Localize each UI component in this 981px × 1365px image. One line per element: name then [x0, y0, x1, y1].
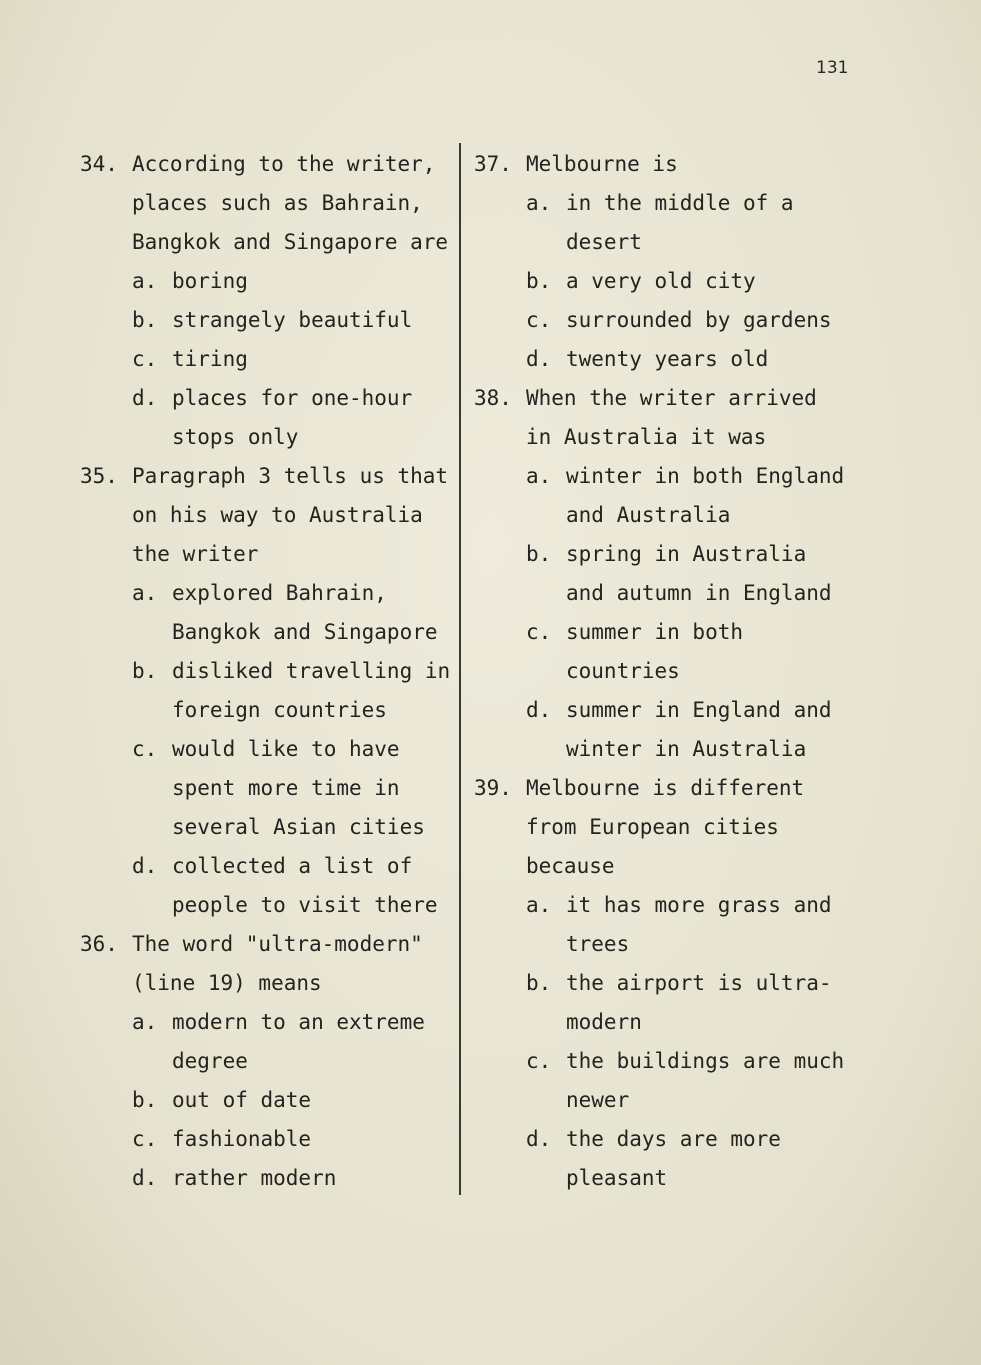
- option-letter: a.: [526, 191, 552, 215]
- option-text-continued: people to visit there: [172, 893, 438, 917]
- answer-option: [80, 730, 450, 769]
- option-letter: c.: [526, 620, 552, 644]
- page-number: 131: [816, 58, 849, 78]
- option-text: a very old city: [566, 269, 756, 293]
- answer-option: [474, 457, 844, 496]
- option-text: summer in England and: [566, 698, 832, 722]
- question-35: [80, 457, 450, 925]
- question-stem-line: Melbourne is different: [526, 776, 805, 800]
- option-text-continued: stops only: [172, 425, 299, 449]
- option-text: modern to an extreme: [172, 1010, 425, 1034]
- option-text-continued: desert: [566, 230, 642, 254]
- question-stem-line: because: [526, 854, 615, 878]
- question-36: [80, 925, 450, 1198]
- option-text: summer in both: [566, 620, 744, 644]
- option-text: strangely beautiful: [172, 308, 413, 332]
- question-stem-line: in Australia it was: [526, 425, 767, 449]
- question-number: 38.: [474, 386, 512, 410]
- question-stem-line: (line 19) means: [132, 971, 322, 995]
- option-letter: d.: [526, 1127, 552, 1151]
- option-text-continued: spent more time in: [172, 776, 400, 800]
- question-stem-line: from European cities: [526, 815, 779, 839]
- question-number: 37.: [474, 152, 512, 176]
- option-text: rather modern: [172, 1166, 337, 1190]
- option-text-continued: newer: [566, 1088, 630, 1112]
- question-stem-line: Melbourne is: [526, 152, 678, 176]
- option-letter: a.: [132, 581, 158, 605]
- answer-option: [474, 886, 844, 925]
- answer-option: [80, 262, 450, 301]
- option-letter: d.: [132, 1166, 158, 1190]
- answer-option: [474, 184, 844, 223]
- option-text: out of date: [172, 1088, 312, 1112]
- option-letter: a.: [132, 1010, 158, 1034]
- question-number: 34.: [80, 152, 118, 176]
- left-column: [80, 145, 450, 1198]
- option-letter: c.: [526, 308, 552, 332]
- option-text-continued: foreign countries: [172, 698, 387, 722]
- option-letter: b.: [526, 542, 552, 566]
- option-letter: c.: [132, 347, 158, 371]
- option-text: in the middle of a: [566, 191, 794, 215]
- option-text: surrounded by gardens: [566, 308, 832, 332]
- option-letter: d.: [526, 698, 552, 722]
- answer-option: [80, 379, 450, 418]
- answer-option: [474, 691, 844, 730]
- option-text: twenty years old: [566, 347, 769, 371]
- question-stem-line: Paragraph 3 tells us that: [132, 464, 449, 488]
- option-text: places for one-hour: [172, 386, 413, 410]
- option-text: spring in Australia: [566, 542, 807, 566]
- right-column: [474, 145, 844, 1198]
- option-letter: c.: [132, 737, 158, 761]
- answer-option: [80, 340, 450, 379]
- answer-option: [80, 301, 450, 340]
- option-text: explored Bahrain,: [172, 581, 387, 605]
- answer-option: [80, 574, 450, 613]
- option-text: boring: [172, 269, 248, 293]
- column-divider: [459, 143, 461, 1195]
- option-text-continued: modern: [566, 1010, 642, 1034]
- option-text: disliked travelling in: [172, 659, 451, 683]
- question-number: 35.: [80, 464, 118, 488]
- answer-option: [474, 964, 844, 1003]
- question-stem-line: the writer: [132, 542, 259, 566]
- option-text-continued: countries: [566, 659, 680, 683]
- answer-option: [80, 847, 450, 886]
- option-letter: a.: [526, 893, 552, 917]
- option-text-continued: several Asian cities: [172, 815, 425, 839]
- question-stem-line: The word "ultra-modern": [132, 932, 423, 956]
- answer-option: [80, 1120, 450, 1159]
- question-stem-line: Bangkok and Singapore are: [132, 230, 449, 254]
- option-letter: a.: [132, 269, 158, 293]
- option-text-continued: and autumn in England: [566, 581, 832, 605]
- option-letter: b.: [132, 308, 158, 332]
- option-text-continued: Bangkok and Singapore: [172, 620, 438, 644]
- question-38: [474, 379, 844, 769]
- option-text-continued: degree: [172, 1049, 248, 1073]
- option-letter: a.: [526, 464, 552, 488]
- option-letter: b.: [526, 269, 552, 293]
- answer-option: [474, 613, 844, 652]
- option-text: the buildings are much: [566, 1049, 845, 1073]
- question-34: [80, 145, 450, 457]
- option-text-continued: winter in Australia: [566, 737, 807, 761]
- option-letter: d.: [132, 386, 158, 410]
- question-number: 39.: [474, 776, 512, 800]
- answer-option: [80, 1081, 450, 1120]
- question-37: [474, 145, 844, 379]
- answer-option: [80, 1003, 450, 1042]
- option-text: would like to have: [172, 737, 400, 761]
- option-text-continued: and Australia: [566, 503, 731, 527]
- question-stem-line: When the writer arrived: [526, 386, 817, 410]
- answer-option: [474, 535, 844, 574]
- option-text: fashionable: [172, 1127, 312, 1151]
- option-text-continued: trees: [566, 932, 630, 956]
- question-stem-line: According to the writer,: [132, 152, 436, 176]
- option-letter: d.: [132, 854, 158, 878]
- question-stem-line: places such as Bahrain,: [132, 191, 423, 215]
- answer-option: [80, 1159, 450, 1198]
- option-text: winter in both England: [566, 464, 845, 488]
- option-letter: b.: [132, 659, 158, 683]
- question-number: 36.: [80, 932, 118, 956]
- question-39: [474, 769, 844, 1198]
- option-letter: c.: [132, 1127, 158, 1151]
- option-letter: c.: [526, 1049, 552, 1073]
- answer-option: [474, 1120, 844, 1159]
- option-text: it has more grass and: [566, 893, 832, 917]
- option-text-continued: pleasant: [566, 1166, 668, 1190]
- answer-option: [474, 1042, 844, 1081]
- answer-option: [80, 652, 450, 691]
- option-text: the days are more: [566, 1127, 781, 1151]
- option-letter: d.: [526, 347, 552, 371]
- question-stem-line: on his way to Australia: [132, 503, 423, 527]
- answer-option: [474, 262, 844, 301]
- option-letter: b.: [526, 971, 552, 995]
- option-letter: b.: [132, 1088, 158, 1112]
- answer-option: [474, 340, 844, 379]
- option-text: collected a list of: [172, 854, 413, 878]
- option-text: the airport is ultra-: [566, 971, 832, 995]
- option-text: tiring: [172, 347, 248, 371]
- answer-option: [474, 301, 844, 340]
